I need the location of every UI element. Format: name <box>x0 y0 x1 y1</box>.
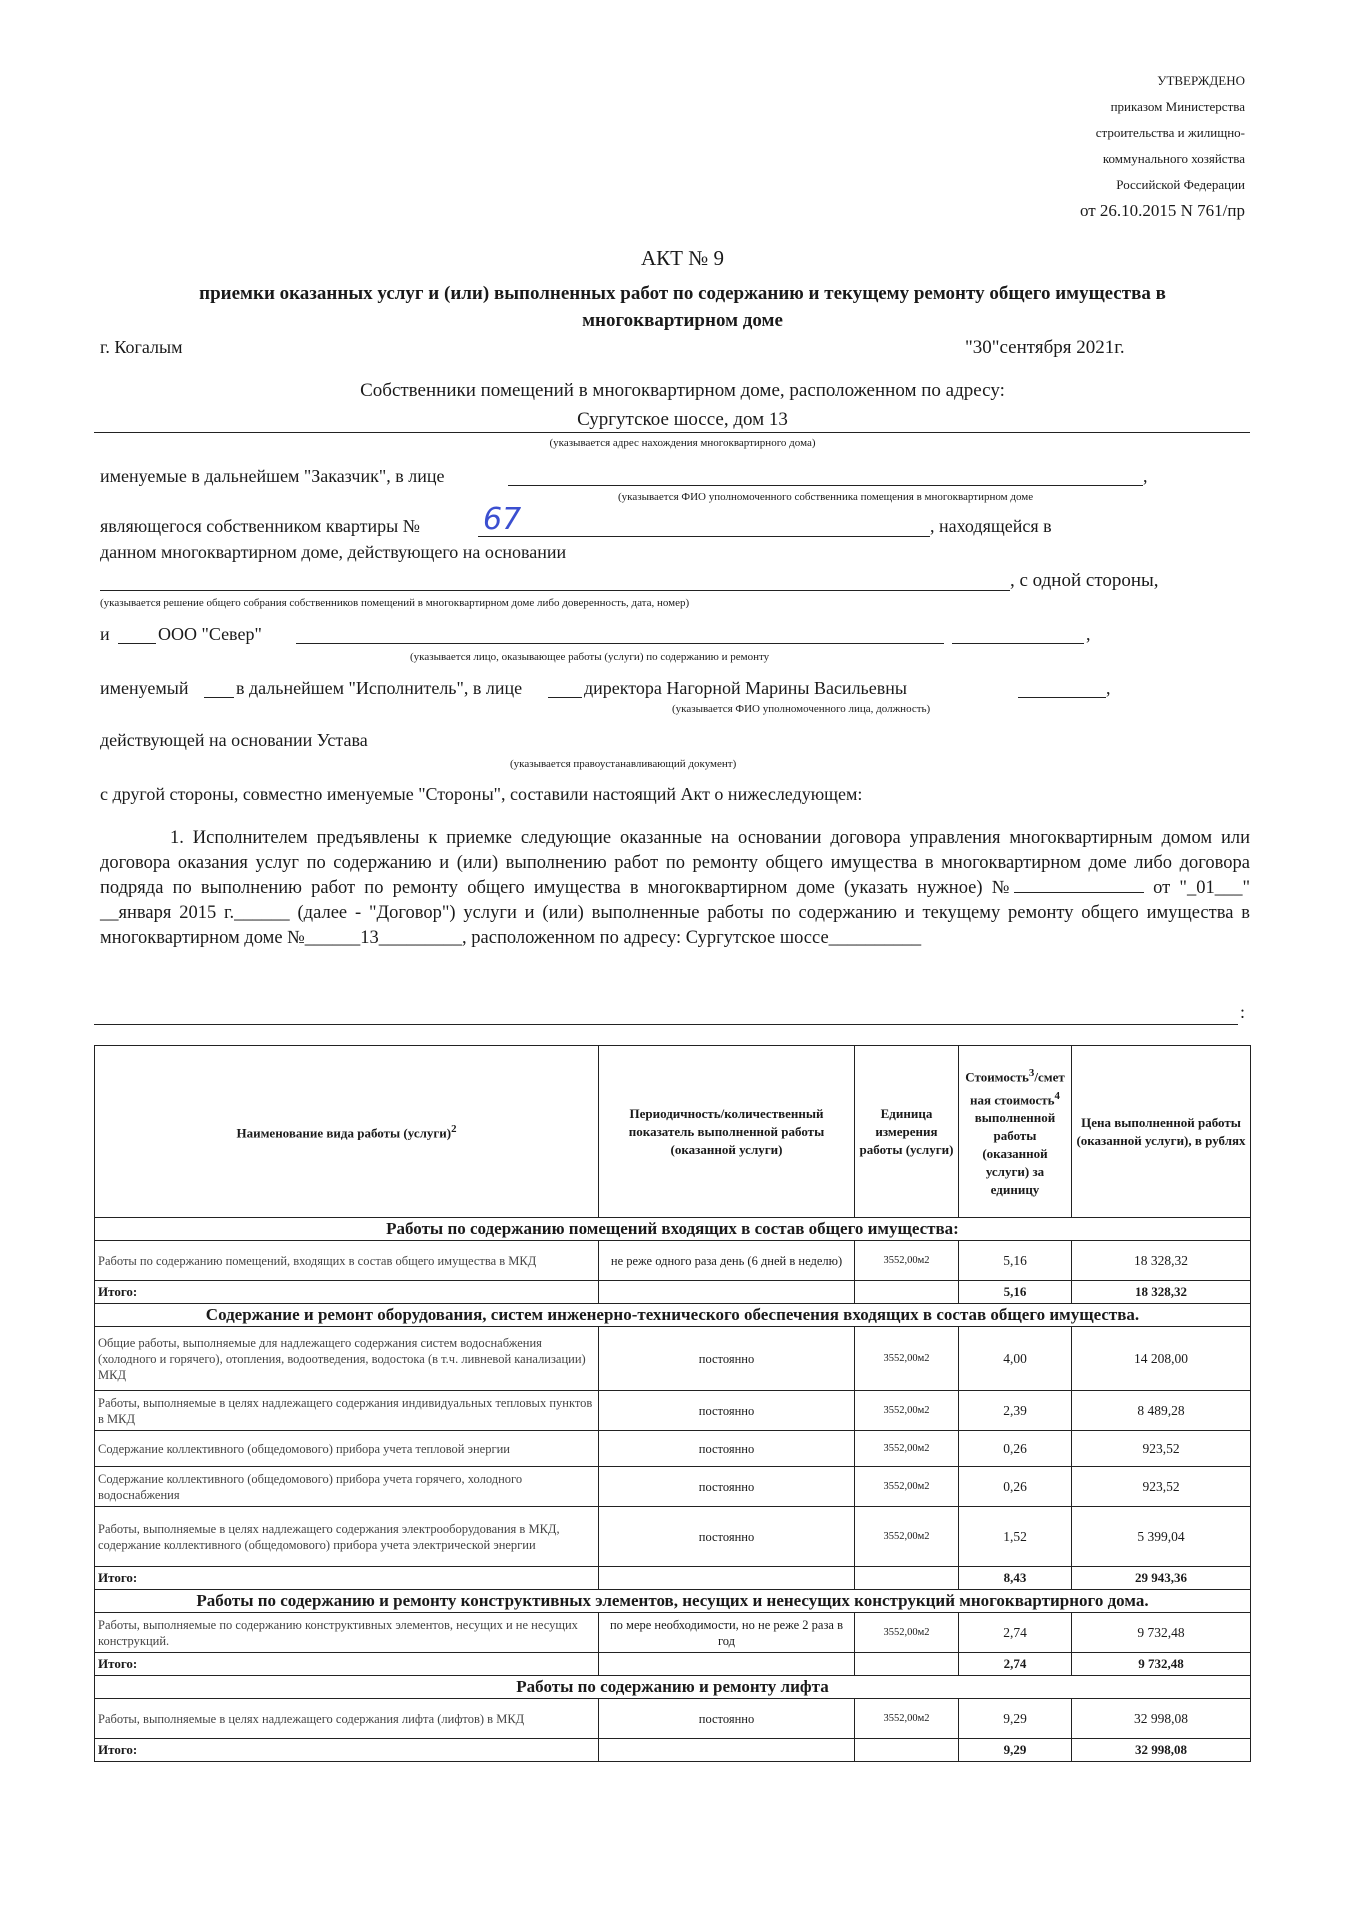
located-text: , находящейся в <box>930 516 1052 536</box>
act-title: АКТ № 9 <box>640 246 725 270</box>
total-row: Итого: 2,74 9 732,48 <box>95 1653 1251 1676</box>
table-row: Работы по содержанию помещений, входящих в состав общего имущества в МКД не реже одного раза день (6 дней в неделю) 3552,00м2 5,16 18 328,32 <box>95 1241 1251 1281</box>
section-header: Работы по содержанию и ремонту лифта <box>95 1676 1251 1699</box>
approval-line: от 26.10.2015 N 761/пр <box>1079 201 1245 220</box>
col-header-name: Наименование вида работы (услуги)$^2$ <box>95 1046 599 1218</box>
act-city: г. Когалым <box>100 337 183 357</box>
total-row: Итого: 5,16 18 328,32 <box>95 1281 1251 1304</box>
and-text: и <box>100 624 110 644</box>
paragraph-text-b: от "_01___" __января 2015 г.______ (далее - "Договор") услуги и (или) выполненные работы по содержанию и текущему ремонту общего имущества в многоквартирном доме №______13_________, расположенном по адресу: Сургутское шоссе__________ <box>100 878 1250 948</box>
address-underline <box>94 432 1250 433</box>
decision-note: (указывается решение общего собрания собственников помещений в многоквартирном доме либо доверенность, дата, номер) <box>100 597 690 609</box>
director-underline <box>1018 697 1106 698</box>
contractor-pre-underline <box>118 643 156 644</box>
col-header-price: Цена выполненной работы (оказанной услуги), в рублях <box>1072 1046 1251 1218</box>
paragraph-1 <box>100 826 1250 951</box>
approval-line: строительства и жилищно- <box>1095 125 1245 140</box>
approval-line: Российской Федерации <box>1116 177 1245 192</box>
charter-note: (указывается правоустанавливающий документ) <box>510 758 737 770</box>
works-table <box>94 1045 1251 1762</box>
table-row: Работы, выполняемые в целях надлежащего содержания электрооборудования в МКД, содержание коллективного (общедомового) прибора учета электрической энергии постоянно 3552,00м2 1,52 5 399,04 <box>95 1507 1251 1567</box>
table-row: Работы, выполняемые в целях надлежащего содержания индивидуальных тепловых пунктов в МКД постоянно 3552,00м2 2,39 8 489,28 <box>95 1391 1251 1431</box>
approval-stamp <box>945 68 1245 224</box>
paragraph-colon: : <box>1240 1002 1246 1022</box>
director-note: (указывается ФИО уполномоченного лица, должность) <box>672 703 931 715</box>
approval-line: приказом Министерства <box>1110 99 1245 114</box>
apartment-owner-text: являющегося собственником квартиры № <box>100 516 420 536</box>
paragraph-end-underline <box>94 1024 1238 1025</box>
apartment-underline <box>478 536 930 537</box>
customer-underline <box>508 485 1143 486</box>
contractor-name: ООО "Север" <box>158 624 262 644</box>
contract-number-blank <box>1014 878 1144 893</box>
contractor-underline <box>296 643 944 644</box>
total-row: Итого: 8,43 29 943,36 <box>95 1567 1251 1590</box>
customer-text: именуемые в дальнейшем "Заказчик", в лице <box>100 466 445 486</box>
owners-text: Собственники помещений в многоквартирном доме, расположенном по адресу: <box>360 380 1005 401</box>
executor-text-1: именуемый <box>100 678 189 698</box>
section-header: Работы по содержанию и ремонту конструктивных элементов, несущих и ненесущих конструкций многоквартирного дома. <box>95 1590 1251 1613</box>
approval-line: коммунального хозяйства <box>1102 151 1245 166</box>
executor-underline-1 <box>204 697 234 698</box>
other-side-text: с другой стороны, совместно именуемые "Стороны", составили настоящий Акт о нижеследующем: <box>100 784 863 804</box>
col-header-periodicity: Периодичность/количественный показатель выполненной работы (оказанной услуги) <box>599 1046 855 1218</box>
approval-line: УТВЕРЖДЕНО <box>1157 73 1245 88</box>
acting-basis-text: данном многоквартирном доме, действующего на основании <box>100 542 567 562</box>
house-address: Сургутское шоссе, дом 13 <box>577 409 788 430</box>
comma: , <box>1106 678 1111 698</box>
address-note: (указывается адрес нахождения многоквартирного дома) <box>549 437 816 449</box>
contractor-note: (указывается лицо, оказывающее работы (услуги) по содержанию и ремонту <box>410 651 770 663</box>
total-row: Итого: 9,29 32 998,08 <box>95 1739 1251 1762</box>
contractor-underline-2 <box>952 643 1084 644</box>
basis-underline <box>100 590 1010 591</box>
executor-underline-2 <box>548 697 582 698</box>
comma: , <box>1143 466 1148 486</box>
table-row: Общие работы, выполняемые для надлежащего содержания систем водоснабжения (холодного и горячего), отопления, водоотведения, водостока (в т.ч. ливневой канализации) МКД постоянно 3552,00м2 4,00 14 208,00 <box>95 1327 1251 1391</box>
one-side-text: , с одной стороны, <box>1010 570 1159 591</box>
table-row: Содержание коллективного (общедомового) прибора учета горячего, холодного водоснабжения постоянно 3552,00м2 0,26 923,52 <box>95 1467 1251 1507</box>
executor-text-2: в дальнейшем "Исполнитель", в лице <box>236 678 523 698</box>
comma: , <box>1086 624 1091 644</box>
apartment-number: 67 <box>483 502 522 537</box>
director-name: директора Нагорной Марины Васильевны <box>584 678 907 698</box>
charter-text: действующей на основании Устава <box>100 730 368 750</box>
col-header-unit: Единица измерения работы (услуги) <box>855 1046 959 1218</box>
paragraph-text-a: Исполнителем предъявлены к приемке следующие оказанные на основании договора управления многоквартирным домом или договора оказания услуг по содержанию и (или) выполнению работ по ремонту общего имущества в многоквартирном доме либо договора подряда по выполнению работ по ремонту общего имущества в многоквартирном доме (указать нужное) № <box>100 828 1250 898</box>
section-header: Содержание и ремонт оборудования, систем инженерно-технического обеспечения входящих в состав общего имущества. <box>95 1304 1251 1327</box>
act-subtitle: приемки оказанных услуг и (или) выполненных работ по содержанию и текущему ремонту общего имущества в многоквартирном доме <box>199 283 1166 331</box>
table-row: Работы, выполняемые в целях надлежащего содержания лифта (лифтов) в МКД постоянно 3552,00м2 9,29 32 998,08 <box>95 1699 1251 1739</box>
table-row: Работы, выполняемые по содержанию конструктивных элементов, несущих и не несущих конструкций. по мере необходимости, но не реже 2 раза в год 3552,00м2 2,74 9 732,48 <box>95 1613 1251 1653</box>
table-row: Содержание коллективного (общедомового) прибора учета тепловой энергии постоянно 3552,00м2 0,26 923,52 <box>95 1431 1251 1467</box>
paragraph-number: 1. <box>170 828 184 848</box>
col-header-cost: Стоимость$^3$/смет ная стоимость$^4$ выполненной работы (оказанной услуги) за единицу <box>959 1046 1072 1218</box>
act-date: "30"сентября 2021г. <box>965 337 1125 358</box>
customer-note: (указывается ФИО уполномоченного собственника помещения в многоквартирном доме <box>618 491 1034 503</box>
section-header: Работы по содержанию помещений входящих в состав общего имущества: <box>95 1218 1251 1241</box>
